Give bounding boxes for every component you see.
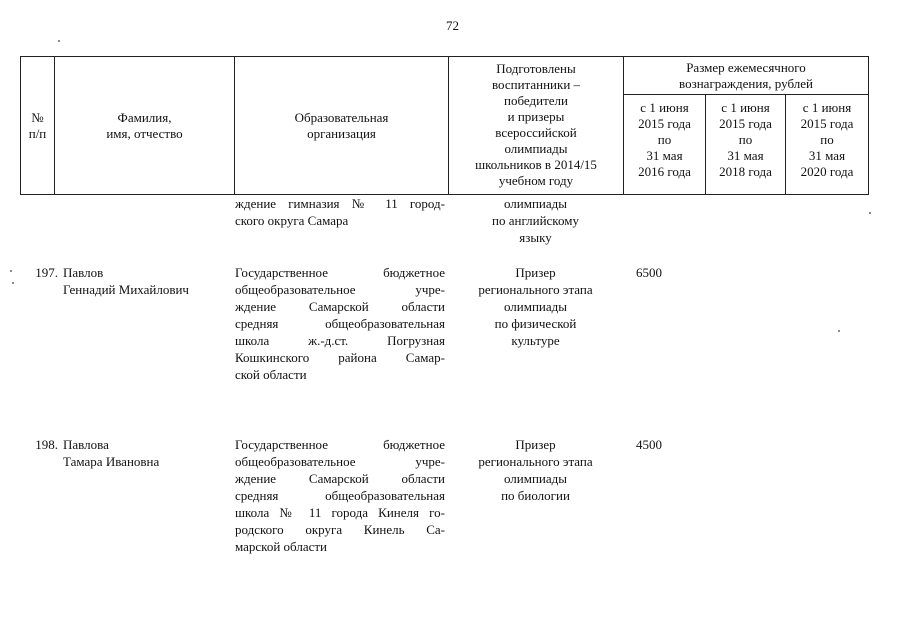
col-header-organization: Образовательная организация — [235, 57, 449, 195]
col-header-prepared: Подготовлены воспитанники – победители и призеры всероссийской олимпиады школьников в 2014/15 учебном году — [449, 57, 624, 195]
col-header-period-2016: с 1 июня 2015 года по 31 мая 2016 года — [624, 95, 706, 195]
reward-amount: 6500 — [636, 265, 662, 280]
achievement: Призер регионального этапа олимпиады по физической культуре — [478, 265, 593, 348]
achievement: Призер регионального этапа олимпиады по биологии — [478, 437, 593, 503]
scan-speck — [10, 270, 12, 272]
col-header-number: № п/п — [21, 57, 55, 195]
col-header-period-2020: с 1 июня 2015 года по 31 мая 2020 года — [786, 95, 869, 195]
continued-organization: ждение гимназия № 11 город- ского округа Самара — [235, 196, 445, 228]
scan-speck — [869, 212, 871, 214]
row-number: 198. — [35, 437, 58, 452]
organization: Государственное бюджетное общеобразовательное учре- ждение Самарской области средняя общеобразовательная школа № 11 города Кинеля го- родского округа Кинель Са- марской области — [235, 437, 445, 554]
reward-amount: 4500 — [636, 437, 662, 452]
person-name: Павлова Тамара Ивановна — [63, 437, 160, 469]
col-header-period-2018: с 1 июня 2015 года по 31 мая 2018 года — [706, 95, 786, 195]
row-number: 197. — [35, 265, 58, 280]
continued-achievement: олимпиады по английскому языку — [492, 196, 579, 245]
scan-speck — [58, 40, 60, 42]
page-number: 72 — [446, 18, 459, 33]
scan-speck — [838, 330, 840, 332]
organization: Государственное бюджетное общеобразовательное учре- ждение Самарской области средняя общеобразовательная школа ж.-д.ст. Погрузная Кошкинского района Самар- ской области — [235, 265, 445, 382]
scan-speck — [12, 282, 14, 284]
col-header-reward: Размер ежемесячного вознаграждения, рублей — [624, 57, 869, 95]
col-header-name: Фамилия, имя, отчество — [55, 57, 235, 195]
table-header — [20, 56, 869, 195]
person-name: Павлов Геннадий Михайлович — [63, 265, 189, 297]
